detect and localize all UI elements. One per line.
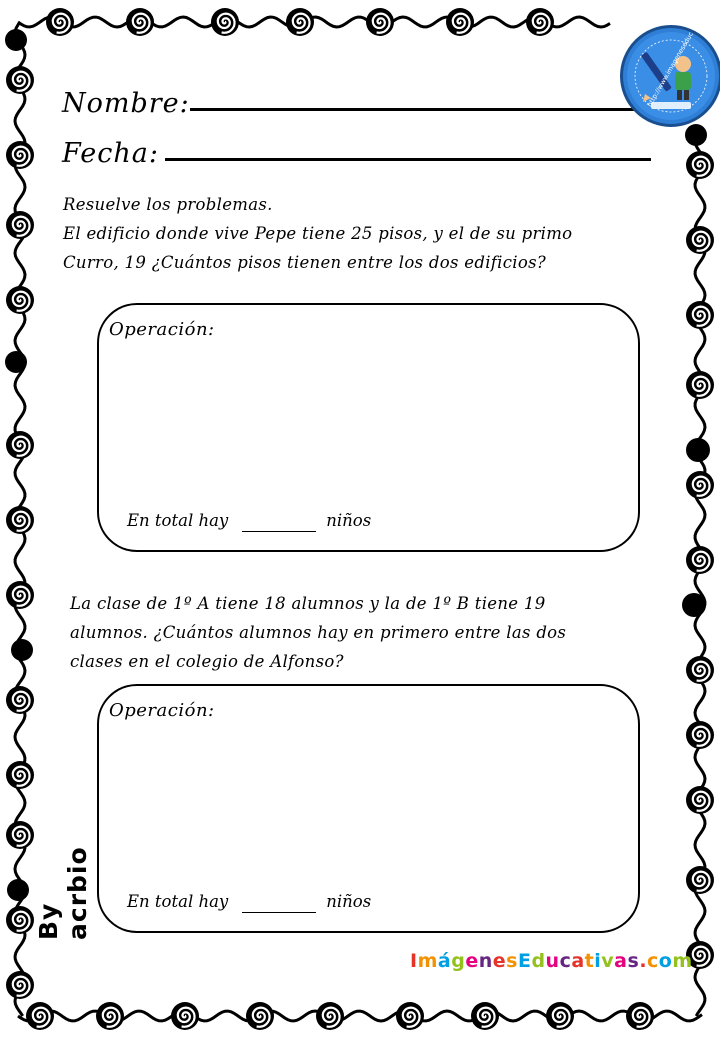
spiral-icon — [546, 1002, 574, 1030]
spiral-icon — [686, 546, 714, 574]
border-dot-icon — [11, 639, 33, 661]
spiral-icon — [686, 656, 714, 684]
problem-1-line-2: Curro, 19 ¿Cuántos pisos tienen entre los dos edificios? — [63, 253, 547, 272]
spiral-icon — [6, 286, 34, 314]
spiral-icon — [316, 1002, 344, 1030]
border-dot-icon — [685, 124, 707, 146]
spiral-icon — [446, 8, 474, 36]
spiral-icon — [396, 1002, 424, 1030]
spiral-icon — [686, 866, 714, 894]
spiral-icon — [6, 431, 34, 459]
spiral-icon — [171, 1002, 199, 1030]
border-dot-icon — [7, 879, 29, 901]
spiral-icon — [686, 151, 714, 179]
border-dot-icon — [5, 351, 27, 373]
spiral-icon — [526, 8, 554, 36]
spiral-icon — [686, 721, 714, 749]
total-row-2 — [127, 892, 371, 913]
problem-2-line-1: La clase de 1º A tiene 18 alumnos y la de 1º B tiene 19 — [70, 594, 546, 613]
spiral-icon — [26, 1002, 54, 1030]
border-dot-icon — [686, 438, 710, 462]
spiral-icon — [96, 1002, 124, 1030]
spiral-icon — [686, 371, 714, 399]
spiral-icon — [6, 761, 34, 789]
logo-art — [623, 28, 719, 124]
spiral-icon — [471, 1002, 499, 1030]
border-dot-icon — [682, 593, 706, 617]
instructions: Resuelve los problemas. — [63, 195, 273, 214]
spiral-icon — [6, 821, 34, 849]
problem-1-text — [63, 219, 572, 277]
total-row-1 — [127, 511, 371, 532]
spiral-icon — [126, 8, 154, 36]
spiral-icon — [6, 506, 34, 534]
spiral-icon — [6, 141, 34, 169]
spiral-icon — [6, 971, 34, 999]
spiral-icon — [6, 66, 34, 94]
brand-watermark: ImágenesEducativas.com — [410, 950, 693, 972]
spiral-icon — [686, 226, 714, 254]
operation-label-2: Operación: — [109, 700, 215, 721]
spiral-icon — [626, 1002, 654, 1030]
author-credit: By acrbio — [34, 846, 92, 940]
spiral-icon — [46, 8, 74, 36]
spiral-icon — [6, 581, 34, 609]
total-prefix-1: En total hay — [127, 511, 229, 530]
problem-2-text — [70, 589, 566, 676]
pencil-boy-logo-icon — [620, 25, 720, 127]
operation-label-1: Operación: — [109, 319, 215, 340]
problem-2-line-2: alumnos. ¿Cuántos alumnos hay en primero entre las dos — [70, 623, 567, 642]
total-suffix-1: niños — [326, 511, 372, 530]
operation-box-2 — [97, 684, 640, 933]
spiral-icon — [6, 906, 34, 934]
border-dot-icon — [5, 29, 27, 51]
problem-2-line-3: clases en el colegio de Alfonso? — [70, 652, 344, 671]
spiral-icon — [366, 8, 394, 36]
total-suffix-2: niños — [326, 892, 372, 911]
name-line — [190, 108, 648, 111]
total-prefix-2: En total hay — [127, 892, 229, 911]
problem-1-line-1: El edificio donde vive Pepe tiene 25 pisos, y el de su primo — [63, 224, 573, 243]
answer-blank-2[interactable] — [242, 894, 316, 913]
spiral-icon — [686, 471, 714, 499]
spiral-icon — [6, 211, 34, 239]
spiral-icon — [686, 786, 714, 814]
spiral-icon — [211, 8, 239, 36]
spiral-icon — [286, 8, 314, 36]
date-line — [165, 158, 651, 161]
answer-blank-1[interactable] — [242, 513, 316, 532]
operation-box-1 — [97, 303, 640, 552]
spiral-icon — [6, 686, 34, 714]
spiral-icon — [246, 1002, 274, 1030]
name-label: Nombre: — [62, 88, 190, 119]
date-label: Fecha: — [62, 138, 159, 169]
spiral-icon — [686, 301, 714, 329]
